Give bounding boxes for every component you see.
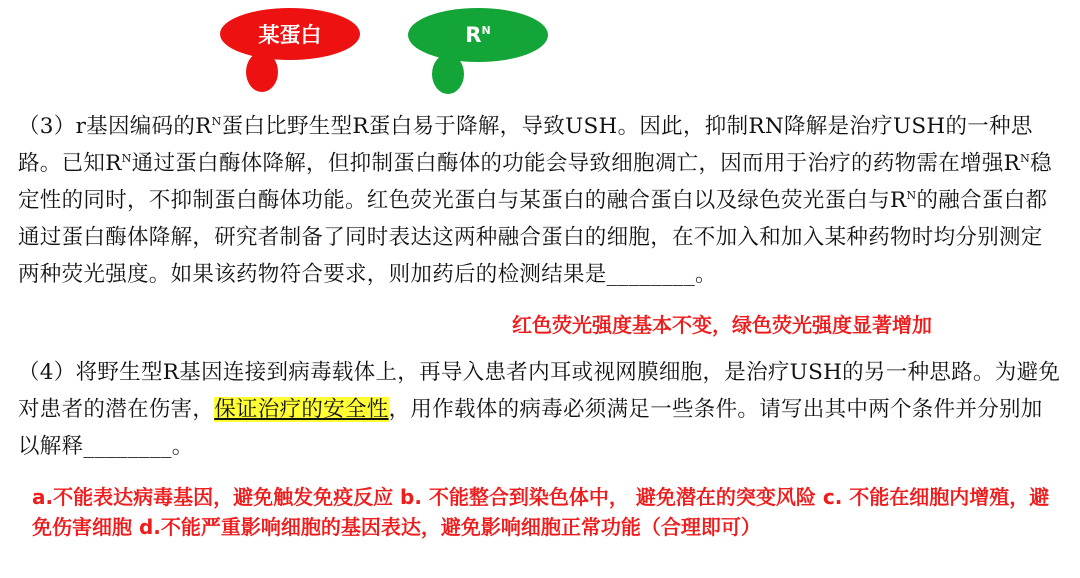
highlighted-phrase: 保证治疗的安全性: [214, 397, 389, 422]
red-bubble-tail: [246, 52, 278, 92]
red-bubble-label: 某蛋白: [258, 23, 322, 47]
question-3-text: （3）r基因编码的$R^N$蛋白比野生型R蛋白易于降解，导致USH。因此，抑制RN降解是治疗USH的一种思路。已知$R^N$通过蛋白酶体降解，但抑制蛋白酶体的功能会导致细胞凋亡，因而用于治疗的药物需在增强$R^N$稳定性的同时，不抑制蛋白酶体功能。红色荧光蛋白与某蛋白的融合蛋白以及绿色荧光蛋白与$R^N$的融合蛋白都通过蛋白酶体降解，研究者制备了同时表达这两种融合蛋白的细胞，在不加入和加入某种药物时均分别测定两种荧光强度。如果该药物符合要求，则加药后的检测结果是________。: [18, 114, 1052, 287]
green-rn-bubble: [408, 8, 548, 62]
answer-3: 红色荧光强度基本不变，绿色荧光强度显著增加: [512, 313, 932, 337]
red-protein-bubble: [220, 8, 360, 60]
question-4-text: （4）将野生型R基因连接到病毒载体上，再导入患者内耳或视网膜细胞，是治疗USH的另一种思路。为避免对患者的潜在伤害，保证治疗的安全性，用作载体的病毒必须满足一些条件。请写出其中两个条件并分别加以解释________。: [18, 360, 1061, 459]
green-bubble-tail: [432, 54, 464, 94]
green-bubble-label: $R^N$: [465, 23, 491, 47]
answer-4: a.不能表达病毒基因，避免触发免疫反应 b. 不能整合到染色体中， 避免潜在的突变风险 c. 不能在细胞内增殖，避免伤害细胞 d.不能严重影响细胞的基因表达，避免影响细胞正常功能（合理即可）: [32, 485, 1050, 539]
